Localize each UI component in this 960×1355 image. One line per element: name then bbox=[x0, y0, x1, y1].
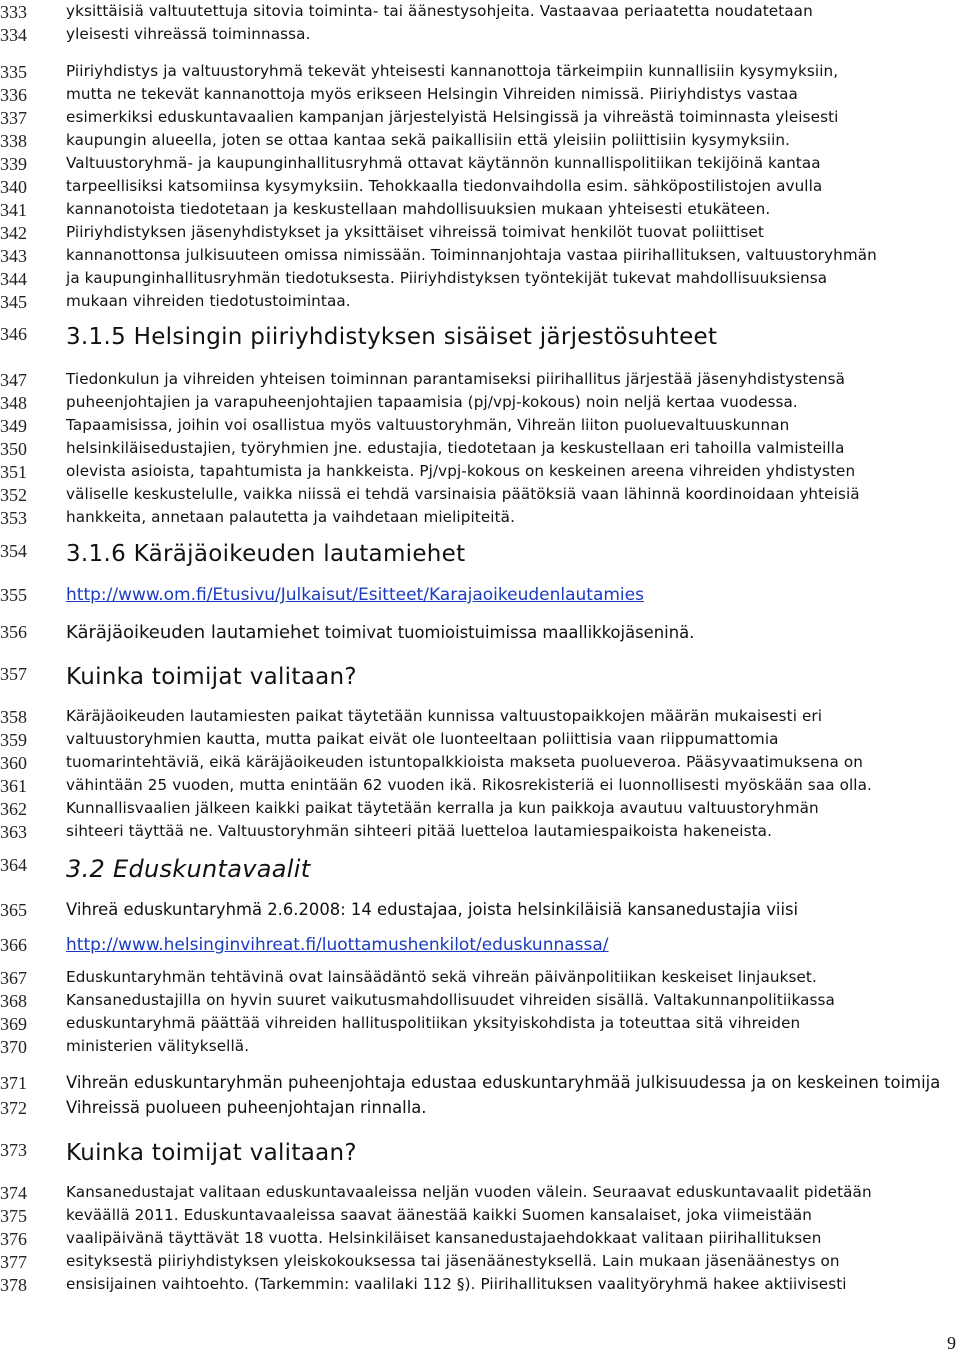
section-heading: 3.2 Eduskuntavaalit bbox=[66, 855, 311, 883]
line-text: valtuustoryhmien kautta, mutta paikat eivät ole luonteeltaan poliittisia vaan riippumattomia bbox=[66, 730, 779, 748]
line-text: Kansanedustajilla on hyvin suuret vaikutusmahdollisuudet vihreiden sisällä. Valtakunnanpolitiikassa bbox=[66, 991, 835, 1009]
line-number: 348 bbox=[0, 393, 27, 413]
line-text: Piiriyhdistyksen jäsenyhdistykset ja yksittäiset vihreissä toimivat henkilöt tuovat poliittiset bbox=[66, 223, 764, 241]
line-text: tarpeellisiksi katsomiinsa kysymyksiin. Tehokkaalla tiedonvaihdolla esim. sähköpostilistojen avulla bbox=[66, 177, 823, 195]
line-text: Vihreissä puolueen puheenjohtajan rinnalla. bbox=[66, 1098, 427, 1117]
line-text: väliselle keskustelulle, vaikka niissä ei tehdä varsinaisia päätöksiä vaan lähinnä koordinoidaan yhteisiä bbox=[66, 485, 860, 503]
line-text: mukaan vihreiden tiedotustoimintaa. bbox=[66, 292, 351, 310]
line-text: Valtuustoryhmä- ja kaupunginhallitusryhmä ottavat käytännön kunnallispolitiikan tekijöinä kantaa bbox=[66, 154, 821, 172]
line-text: ministerien välityksellä. bbox=[66, 1037, 250, 1055]
page-number: 9 bbox=[947, 1333, 956, 1353]
line-text: Vihreä eduskuntaryhmä 2.6.2008: 14 edustajaa, joista helsinkiläisiä kansanedustajia viisi bbox=[66, 900, 799, 919]
line-text: Piiriyhdistys ja valtuustoryhmä tekevät yhteisesti kannanottoja tärkeimpiin kunnallisiin kysymyksiin, bbox=[66, 62, 839, 80]
line-number: 347 bbox=[0, 370, 27, 390]
line-text: Tapaamisissa, joihin voi osallistua myös valtuustoryhmän, Vihreän liiton puoluevaltuuskunnan bbox=[66, 416, 790, 434]
line-text: vähintään 25 vuoden, mutta enintään 62 vuoden ikä. Rikosrekisteriä ei luonnollisesti myöskään saa olla. bbox=[66, 776, 872, 794]
line-number: 371 bbox=[0, 1073, 27, 1093]
line-text: puheenjohtajien ja varapuheenjohtajien tapaamisia (pj/vpj-kokous) noin neljä kertaa vuodessa. bbox=[66, 393, 798, 411]
hyperlink[interactable]: http://www.helsinginvihreat.fi/luottamushenkilot/eduskunnassa/ bbox=[66, 935, 609, 955]
line-number: 336 bbox=[0, 85, 27, 105]
line-number: 353 bbox=[0, 508, 27, 528]
line-number: 377 bbox=[0, 1252, 27, 1272]
line-text: Kunnallisvaalien jälkeen kaikki paikat täytetään kerralla ja kun paikkoja avautuu valtuustoryhmän bbox=[66, 799, 819, 817]
line-number: 364 bbox=[0, 855, 27, 875]
line-number: 343 bbox=[0, 246, 27, 266]
hyperlink[interactable]: http://www.om.fi/Etusivu/Julkaisut/Esitteet/Karajaoikeudenlautamies bbox=[66, 585, 644, 605]
section-heading: Kuinka toimijat valitaan? bbox=[66, 664, 357, 690]
line-text: vaalipäivänä täyttävät 18 vuotta. Helsinkiläiset kansanedustajaehdokkaat valitaan piirihallituksen bbox=[66, 1229, 822, 1247]
line-number: 341 bbox=[0, 200, 27, 220]
line-text: sihteeri täyttää ne. Valtuustoryhmän sihteeri pitää luetteloa lautamiespaikoista hakeneista. bbox=[66, 822, 773, 840]
line-text: mutta ne tekevät kannanottoja myös erikseen Helsingin Vihreiden nimissä. Piiriyhdistys vastaa bbox=[66, 85, 798, 103]
line-text: keväällä 2011. Eduskuntavaaleissa saavat äänestää kaikki Suomen kansalaiset, joka viimeistään bbox=[66, 1206, 813, 1224]
line-text: esimerkiksi eduskuntavaalien kampanjan järjestelyistä Helsingissä ja vihreästä toiminnasta yleisesti bbox=[66, 108, 839, 126]
line-text: yleisesti vihreässä toiminnassa. bbox=[66, 25, 311, 43]
line-number: 361 bbox=[0, 776, 27, 796]
line-number: 334 bbox=[0, 25, 27, 45]
line-number: 345 bbox=[0, 292, 27, 312]
line-number: 333 bbox=[0, 2, 27, 22]
line-text: tuomarintehtäviä, eikä käräjäoikeuden istuntopalkkioista makseta puolueveroa. Pääsyvaatimuksena on bbox=[66, 753, 864, 771]
section-heading: 3.1.6 Käräjäoikeuden lautamiehet bbox=[66, 541, 466, 567]
line-text: Vihreän eduskuntaryhmän puheenjohtaja edustaa eduskuntaryhmää julkisuudessa ja on keskeinen toimija bbox=[66, 1073, 941, 1092]
line-text: kannanotoista tiedotetaan ja keskustellaan mahdollisuuksien mukaan yhteisesti etukäteen. bbox=[66, 200, 771, 218]
line-number: 375 bbox=[0, 1206, 27, 1226]
line-number: 358 bbox=[0, 707, 27, 727]
line-text bbox=[66, 622, 694, 643]
line-number: 351 bbox=[0, 462, 27, 482]
line-text: yksittäisiä valtuutettuja sitovia toiminta- tai äänestysohjeita. Vastaavaa periaatetta noudatetaan bbox=[66, 2, 813, 20]
line-text: helsinkiläisedustajien, työryhmien jne. edustajia, tiedotetaan ja keskustellaan eri tahoilla valmisteilla bbox=[66, 439, 845, 457]
line-number: 363 bbox=[0, 822, 27, 842]
line-number: 337 bbox=[0, 108, 27, 128]
line-text: kannanottonsa julkisuuteen omissa nimissään. Toiminnanjohtaja vastaa piirihallituksen, valtuustoryhmän bbox=[66, 246, 877, 264]
line-number: 359 bbox=[0, 730, 27, 750]
line-number: 354 bbox=[0, 541, 27, 561]
line-number: 373 bbox=[0, 1140, 27, 1160]
line-number: 344 bbox=[0, 269, 27, 289]
line-number: 346 bbox=[0, 324, 27, 344]
line-number: 342 bbox=[0, 223, 27, 243]
line-number: 378 bbox=[0, 1275, 27, 1295]
line-number: 372 bbox=[0, 1098, 27, 1118]
line-number: 340 bbox=[0, 177, 27, 197]
line-number: 355 bbox=[0, 585, 27, 605]
line-number: 374 bbox=[0, 1183, 27, 1203]
line-text: olevista asioista, tapahtumista ja hankkeista. Pj/vpj-kokous on keskeinen areena vihreiden yhdistysten bbox=[66, 462, 856, 480]
line-number: 335 bbox=[0, 62, 27, 82]
line-text: kaupungin alueella, joten se ottaa kantaa sekä paikallisiin että yleisiin poliittisiin kysymyksiin. bbox=[66, 131, 791, 149]
line-number: 362 bbox=[0, 799, 27, 819]
line-number: 356 bbox=[0, 622, 27, 642]
line-text: esityksestä piiriyhdistyksen yleiskokouksessa tai jäsenäänestyksellä. Lain mukaan jäsenäänestys on bbox=[66, 1252, 840, 1270]
line-number: 369 bbox=[0, 1014, 27, 1034]
section-heading: Kuinka toimijat valitaan? bbox=[66, 1140, 357, 1166]
line-number: 352 bbox=[0, 485, 27, 505]
line-number: 368 bbox=[0, 991, 27, 1011]
line-text: Eduskuntaryhmän tehtävinä ovat lainsäädäntö sekä vihreän päivänpolitiikan keskeiset linjaukset. bbox=[66, 968, 817, 986]
line-text: hankkeita, annetaan palautetta ja vaihdetaan mielipiteitä. bbox=[66, 508, 516, 526]
line-text: ja kaupunginhallitusryhmän tiedotuksesta. Piiriyhdistyksen työntekijät tukevat mahdollisuuksiensa bbox=[66, 269, 828, 287]
line-text: Tiedonkulun ja vihreiden yhteisen toiminnan parantamiseksi piirihallitus järjestää jäsenyhdistystensä bbox=[66, 370, 846, 388]
line-text: ensisijainen vaihtoehto. (Tarkemmin: vaalilaki 112 §). Piirihallituksen vaalityöryhmä hakee aktiivisesti bbox=[66, 1275, 847, 1293]
line-text: toimivat tuomioistuimissa maallikkojäseninä. bbox=[319, 623, 695, 642]
line-number: 350 bbox=[0, 439, 27, 459]
line-number: 357 bbox=[0, 664, 27, 684]
line-number: 370 bbox=[0, 1037, 27, 1057]
line-number: 339 bbox=[0, 154, 27, 174]
section-heading: 3.1.5 Helsingin piiriyhdistyksen sisäiset järjestösuhteet bbox=[66, 324, 718, 350]
line-number: 338 bbox=[0, 131, 27, 151]
term-emphasis: Käräjäoikeuden lautamiehet bbox=[66, 622, 320, 643]
line-number: 366 bbox=[0, 935, 27, 955]
line-text: Kansanedustajat valitaan eduskuntavaaleissa neljän vuoden välein. Seuraavat eduskuntavaalit pidetään bbox=[66, 1183, 872, 1201]
line-number: 367 bbox=[0, 968, 27, 988]
line-text: eduskuntaryhmä päättää vihreiden hallituspolitiikan yksityiskohdista ja toteuttaa sitä vihreiden bbox=[66, 1014, 801, 1032]
line-number: 360 bbox=[0, 753, 27, 773]
line-number: 376 bbox=[0, 1229, 27, 1249]
line-text: Käräjäoikeuden lautamiesten paikat täytetään kunnissa valtuustopaikkojen määrän mukaisesti eri bbox=[66, 707, 823, 725]
line-number: 349 bbox=[0, 416, 27, 436]
line-number: 365 bbox=[0, 900, 27, 920]
